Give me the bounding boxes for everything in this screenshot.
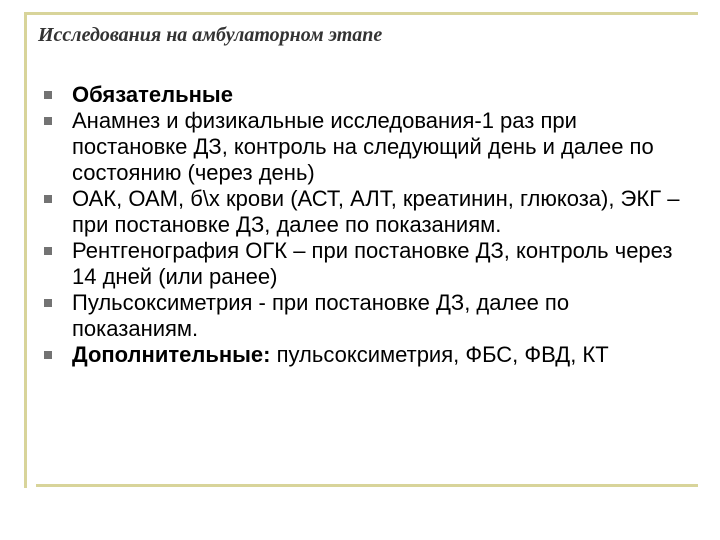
bullet-item-additional	[44, 342, 684, 368]
square-bullet-icon	[44, 351, 52, 359]
square-bullet-icon	[44, 299, 52, 307]
frame-bottom-line	[36, 484, 698, 487]
bullet-item-mandatory	[44, 82, 684, 108]
bullet-item-pulse-oximetry	[44, 290, 684, 342]
square-bullet-icon	[44, 247, 52, 255]
bullet-text: Обязательные	[72, 82, 233, 107]
frame-top-line	[24, 12, 698, 15]
bullet-item-lab-tests	[44, 186, 684, 238]
square-bullet-icon	[44, 117, 52, 125]
bullet-text: ОАК, ОАМ, б\х крови (АСТ, АЛТ, креатинин, глюкоза), ЭКГ – при постановке ДЗ, далее по показаниям.	[72, 186, 680, 237]
square-bullet-icon	[44, 195, 52, 203]
bullet-text: Пульсоксиметрия - при постановке ДЗ, далее по показаниям.	[72, 290, 570, 341]
bullet-text: Рентгенография ОГК – при постановке ДЗ, контроль через 14 дней (или ранее)	[72, 238, 673, 289]
bullet-item-radiography	[44, 238, 684, 290]
bullet-text: Анамнез и физикальные исследования-1 раз при постановке ДЗ, контроль на следующий день и далее по состоянию (через день)	[72, 108, 654, 185]
square-bullet-icon	[44, 91, 52, 99]
frame-left-line	[24, 12, 27, 488]
bullet-item-anamnesis	[44, 108, 684, 186]
slide-title: Исследования на амбулаторном этапе	[38, 24, 383, 46]
bullet-text: пульсоксиметрия, ФБС, ФВД, КТ	[270, 342, 609, 367]
bullet-list	[44, 82, 684, 368]
bullet-lead: Дополнительные:	[72, 342, 271, 367]
